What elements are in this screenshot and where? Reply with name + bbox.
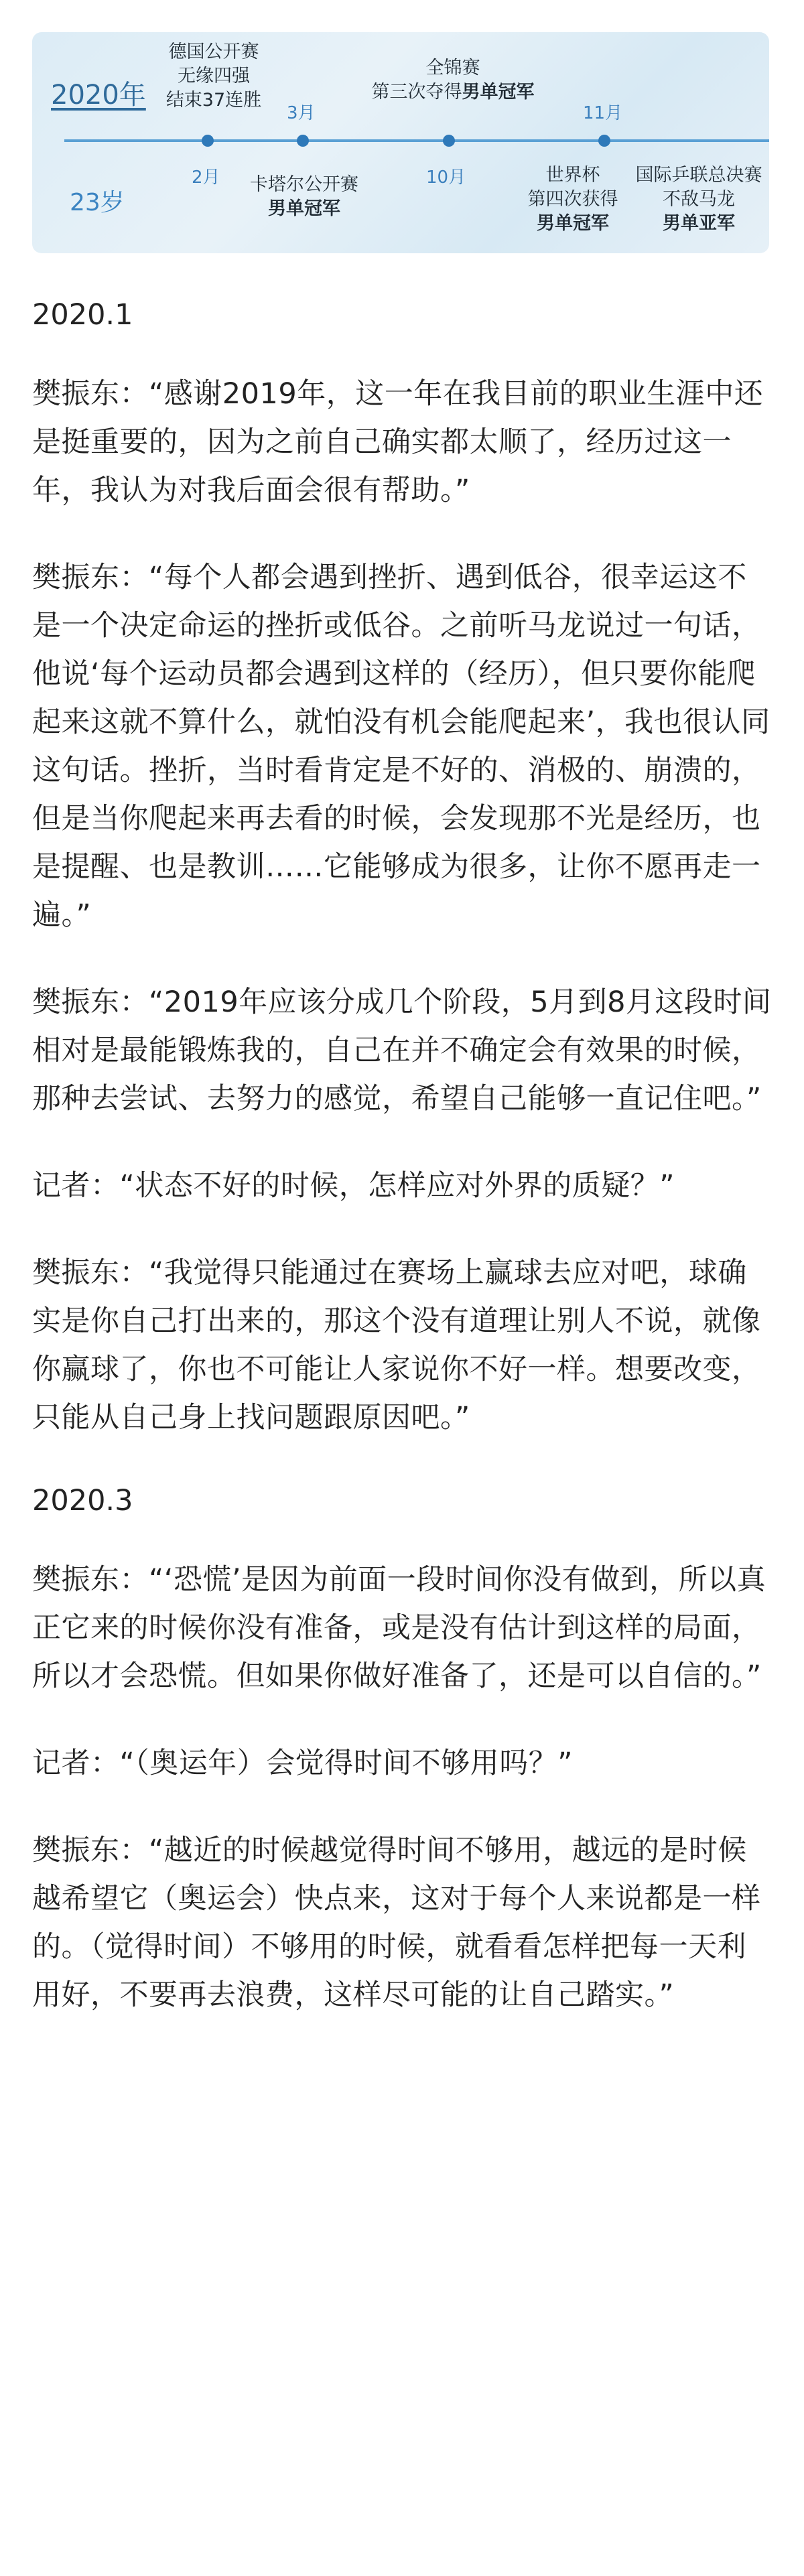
timeline-event-national-championship (352, 56, 553, 105)
quote-paragraph: 樊振东：“我觉得只能通过在赛场上赢球去应对吧，球确实是你自己打出来的，那这个没有道理让别人不说，就像你赢球了，你也不可能让人家说你不好一样。想要改变，只能从自己身上找问题跟原因吧。” (32, 1256, 761, 1434)
quote-paragraph: 樊振东：“越近的时候越觉得时间不够用，越远的是时候越希望它（奥运会）快点来，这对于每个人来说都是一样的。（觉得时间）不够用的时候，就看看怎样把每一天利用好，不要再去浪费，这样尽可能的让自己踏实。” (32, 1834, 761, 2012)
timeline-axis (64, 139, 769, 142)
event-line: 国际乒联总决赛 (635, 165, 762, 186)
timeline-year: 2020年 (51, 80, 146, 111)
timeline-dot-feb (202, 135, 214, 147)
question-paragraph: 记者：“状态不好的时候，怎样应对外界的质疑？” (32, 1169, 675, 1203)
event-line: 结束37连胜 (165, 90, 262, 111)
section-date: 2020.3 (32, 1484, 133, 1517)
timeline-dot-oct (443, 135, 455, 147)
timeline-month-nov: 11月 (583, 103, 623, 123)
timeline-event-ittf-finals (628, 163, 769, 236)
timeline-graphic (32, 32, 769, 253)
timeline-month-oct: 10月 (426, 167, 466, 188)
event-line: 不敌马龙 (663, 189, 735, 210)
timeline-event-world-cup (516, 163, 630, 236)
timeline-month-feb: 2月 (192, 167, 220, 188)
event-line: 无缘四强 (178, 66, 250, 86)
event-line-part: 男单冠军 (462, 82, 535, 103)
event-line: 男单冠军 (268, 198, 340, 219)
quote-paragraph: 樊振东：“2019年应该分成几个阶段，5月到8月这段时间相对是最能锻炼我的，自己在并不确定会有效果的时候，那种去尝试、去努力的感觉，希望自己能够一直记住吧。” (32, 986, 772, 1115)
quote-paragraph: 樊振东：“‘恐慌’是因为前面一段时间你没有做到，所以真正它来的时候你没有准备，或是没有估计到这样的局面，所以才会恐慌。但如果你做好准备了，还是可以自信的。” (32, 1563, 766, 1693)
event-line: 男单冠军 (537, 213, 609, 234)
quote-paragraph: 樊振东：“每个人都会遇到挫折、遇到低谷，很幸运这不是一个决定命运的挫折或低谷。之前听马龙说过一句话，他说‘每个运动员都会遇到这样的（经历），但只要你能爬起来这就不算什么，就怕没有机会能爬起来’，我也很认同这句话。挫折，当时看肯定是不好的、消极的、崩溃的，但是当你爬起来再去看的时候，会发现那不光是经历，也是提醒、也是教训……它能够成为很多，让你不愿再走一遍。” (32, 561, 770, 932)
question-paragraph: 记者：“（奥运年）会觉得时间不够用吗？” (32, 1747, 574, 1780)
timeline-month-mar: 3月 (287, 103, 316, 123)
timeline-age: 23岁 (70, 189, 125, 216)
event-line: 世界杯 (545, 165, 600, 186)
event-line: 男单亚军 (663, 213, 735, 234)
section-date: 2020.1 (32, 298, 133, 332)
article-body (32, 295, 772, 2058)
event-line: 第四次获得 (527, 189, 618, 210)
quote-paragraph: 樊振东：“感谢2019年，这一年在我目前的职业生涯中还是挺重要的，因为之前自己确实都太顺了，经历过这一年，我认为对我后面会很有帮助。” (32, 377, 764, 507)
timeline-dot-nov (598, 135, 610, 147)
event-line: 卡塔尔公开赛 (250, 174, 358, 195)
event-line-part: 第三次夺得 (371, 82, 462, 103)
timeline-event-german-open (150, 40, 277, 113)
timeline-event-qatar-open (237, 173, 371, 221)
timeline-dot-mar (297, 135, 309, 147)
event-line (352, 80, 553, 105)
event-line: 德国公开赛 (168, 42, 259, 62)
event-line: 全锦赛 (425, 58, 480, 78)
